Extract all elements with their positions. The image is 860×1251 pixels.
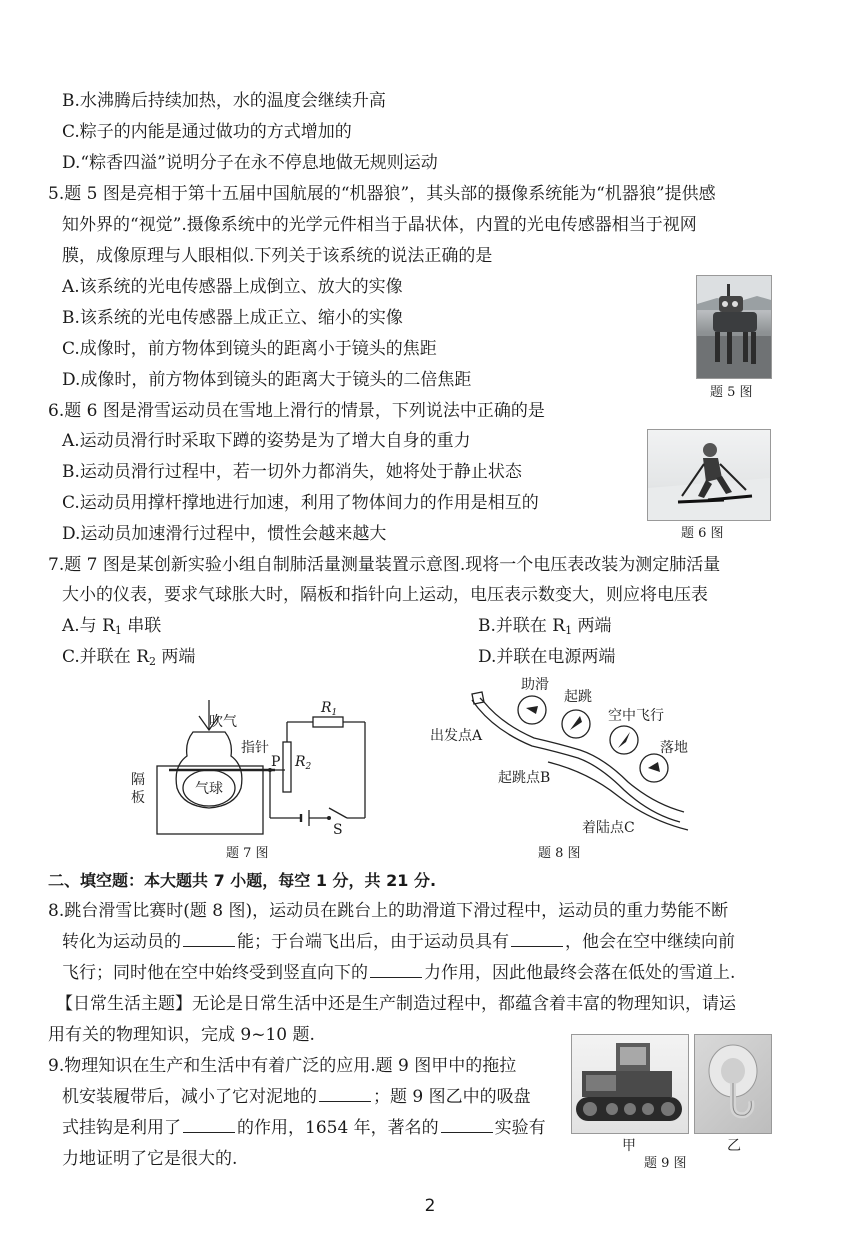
label-jia: 甲 [622, 1138, 636, 1154]
switch-label: S [333, 822, 343, 838]
q6-option-d: D.运动员加速滑行过程中，惯性会越来越大 [62, 524, 387, 544]
glide-label: 助滑 [521, 677, 549, 693]
page-number: 2 [424, 1196, 436, 1216]
q8-blank-2[interactable] [511, 931, 563, 947]
q8-blank-3[interactable] [370, 962, 422, 978]
robot-wolf-photo [696, 275, 772, 379]
q9-line-4: 力地证明了它是很大的. [62, 1149, 238, 1169]
q7-option-c: C.并联在 $R_2$ 两端 [62, 647, 196, 668]
q4-option-d: D.“粽香四溢”说明分子在永不停息地做无规则运动 [62, 153, 438, 173]
label-yi: 乙 [727, 1138, 741, 1154]
q6-option-a: A.运动员滑行时采取下蹲的姿势是为了增大自身的重力 [62, 431, 471, 451]
figure-9-caption: 题 9 图 [644, 1156, 687, 1171]
resistor-r2 [283, 742, 291, 792]
r2-label: $R_2$ [295, 754, 312, 772]
q7-option-a: A.与 $R_1$ 串联 [62, 616, 162, 637]
q6-option-b: B.运动员滑行过程中，若一切外力都消失，她将处于静止状态 [62, 462, 522, 482]
partition-label-1: 隔 [131, 772, 145, 788]
q9-blank-1[interactable] [319, 1086, 371, 1102]
flight-label: 空中飞行 [608, 708, 664, 724]
tractor-photo [571, 1034, 689, 1134]
suction-hook-photo [694, 1034, 772, 1134]
balloon-label: 气球 [195, 781, 223, 797]
r1-label: $R_1$ [321, 700, 338, 718]
figure-8-ski-jump [428, 672, 708, 840]
section-2-heading: 二、填空题：本大题共 7 小题，每空 1 分，共 21 分. [48, 871, 437, 890]
q4-option-b: B.水沸腾后持续加热，水的温度会继续升高 [62, 91, 386, 111]
slider-p-label: P [271, 754, 281, 770]
q9-line-1: 9.物理知识在生产和生活中有着广泛的应用.题 9 图甲中的拖拉 [48, 1056, 517, 1076]
switch-blade [329, 808, 347, 818]
landing-point-label: 着陆点C [582, 820, 635, 836]
q5-option-c: C.成像时，前方物体到镜头的距离小于镜头的焦距 [62, 339, 437, 359]
takeoff-point-label: 起跳点B [498, 770, 551, 786]
start-cabin [472, 692, 484, 704]
q9-line-2: 机安装履带后，减小了它对泥地的 ；题 9 图乙中的吸盘 [62, 1087, 531, 1107]
q8-line-2: 转化为运动员的 能；于台端飞出后，由于运动员具有 ，他会在空中继续向前 [62, 932, 735, 952]
figure-7-caption: 题 7 图 [226, 846, 269, 861]
q8-blank-1[interactable] [183, 931, 235, 947]
blow-label: 吹气 [209, 714, 237, 730]
q5-stem-1: 5.题 5 图是亮相于第十五届中国航展的“机器狼”，其头部的摄像系统能为“机器狼”提供感 [48, 184, 716, 204]
q7-option-d: D.并联在电源两端 [478, 647, 616, 667]
q5-stem-3: 膜，成像原理与人眼相似.下列关于该系统的说法正确的是 [62, 246, 493, 266]
q8-line-1: 8.跳台滑雪比赛时(题 8 图)，运动员在跳台上的助滑道下滑过程中，运动员的重力势能不断 [48, 901, 729, 921]
q5-stem-2: 知外界的“视觉”.摄像系统中的光学元件相当于晶状体，内置的光电传感器相当于视网 [62, 215, 697, 235]
figure-5-caption: 题 5 图 [710, 385, 753, 400]
figure-6-caption: 题 6 图 [681, 526, 724, 541]
q6-option-c: C.运动员用撑杆撑地进行加速，利用了物体间力的作用是相互的 [62, 493, 539, 513]
q5-option-a: A.该系统的光电传感器上成倒立、放大的实像 [62, 277, 403, 297]
landing-label: 落地 [660, 740, 688, 756]
skier-photo [647, 429, 771, 521]
figure-8-caption: 题 8 图 [538, 846, 581, 861]
q7-stem-2: 大小的仪表，要求气球胀大时，隔板和指针向上运动，电压表示数变大，则应将电压表 [62, 585, 708, 605]
figure-7-circuit [125, 690, 385, 838]
takeoff-label: 起跳 [564, 689, 592, 705]
q9-line-3: 式挂钩是利用了 的作用，1654 年，著名的 实验有 [62, 1118, 546, 1138]
pointer-label: 指针 [241, 740, 269, 756]
q6-stem: 6.题 6 图是滑雪运动员在雪地上滑行的情景，下列说法中正确的是 [48, 401, 545, 421]
q5-option-d: D.成像时，前方物体到镜头的距离大于镜头的二倍焦距 [62, 370, 472, 390]
theme-intro-2: 用有关的物理知识，完成 9~10 题. [48, 1025, 315, 1045]
partition-label-2: 板 [131, 790, 145, 806]
q7-option-b: B.并联在 $R_1$ 两端 [478, 616, 612, 637]
theme-intro-1: 【日常生活主题】无论是日常生活中还是生产制造过程中，都蕴含着丰富的物理知识，请运 [56, 994, 736, 1014]
resistor-r1 [313, 717, 343, 727]
q5-option-b: B.该系统的光电传感器上成正立、缩小的实像 [62, 308, 403, 328]
q9-blank-3[interactable] [441, 1117, 493, 1133]
q8-line-3: 飞行；同时他在空中始终受到竖直向下的 力作用，因此他最终会落在低处的雪道上. [62, 963, 736, 983]
q7-stem-1: 7.题 7 图是某创新实验小组自制肺活量测量装置示意图.现将一个电压表改装为测定肺活量 [48, 555, 721, 575]
container-box [157, 766, 263, 834]
q4-option-c: C.粽子的内能是通过做功的方式增加的 [62, 122, 352, 142]
start-point-label: 出发点A [430, 728, 483, 744]
q9-blank-2[interactable] [183, 1117, 235, 1133]
